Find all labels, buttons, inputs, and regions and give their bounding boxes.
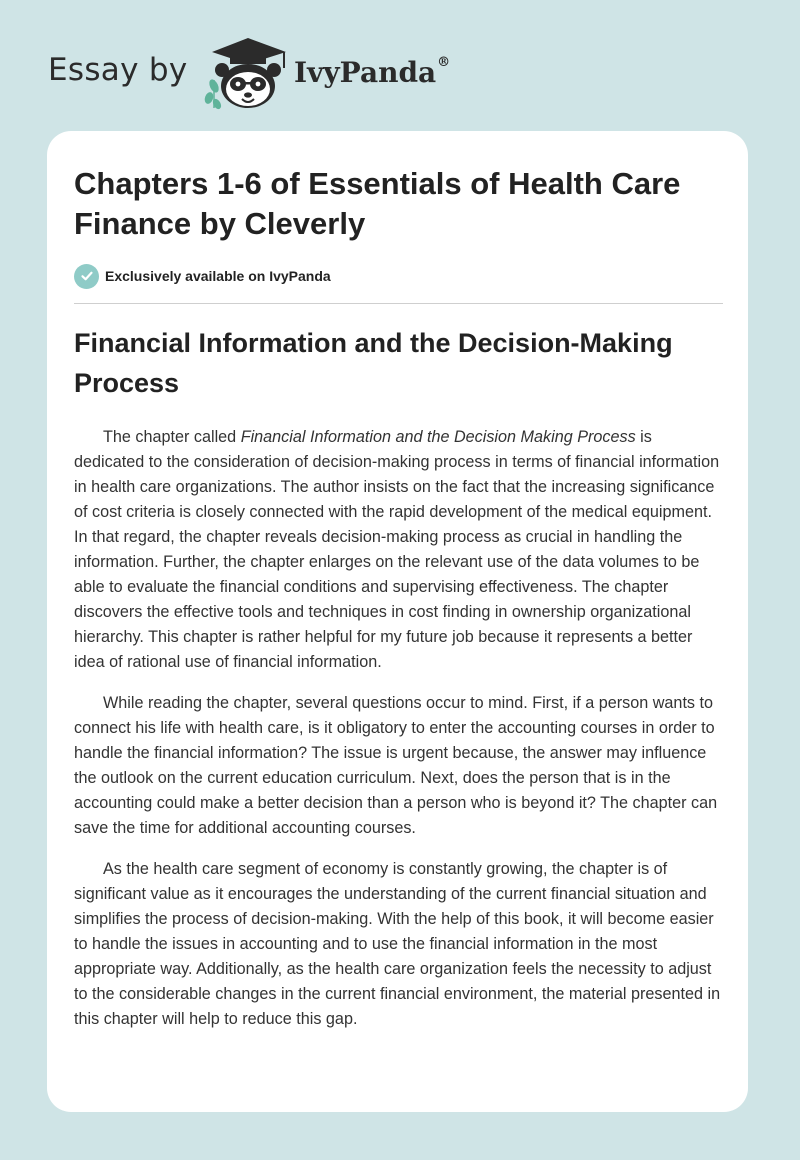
panda-graduate-icon: [200, 34, 292, 110]
paragraph-3: As the health care segment of economy is constantly growing, the chapter is of significant value as it encourages the understanding of the current financial situation and simplifies the process of decision-making. With the help of this book, it will become easier to handle the issues in accounting and to use the financial information in the most appropriate way. Additionally, as the health care organization feels the necessity to adjust to the considerable changes in the current financial environment, the material presented in this chapter will help to reduce this gap.: [74, 860, 721, 1028]
essay-card: [47, 131, 748, 1112]
page-title: Chapters 1-6 of Essentials of Health Care Finance by Cleverly: [74, 166, 681, 241]
badge-label: Exclusively available on IvyPanda: [105, 268, 331, 284]
paragraph-1: The chapter called Financial Information and the Decision Making Process is dedicated to the consideration of decision-making process in terms of financial information in health care organizations. The author insists on the fact that the increasing significance of cost criteria is closely connected with the rapid development of the medical equipment. In that regard, the chapter reveals decision-making process as crucial in handling the information. Further, the chapter enlarges on the relevant use of the data volumes to be able to evaluate the financial conditions and supervising effectiveness. The chapter discovers the effective tools and techniques in cost finding in ownership organizational hierarchy. This chapter is rather helpful for my future job because it represents a better idea of rational use of financial information.: [74, 428, 720, 671]
paragraph-2: While reading the chapter, several questions occur to mind. First, if a person wants to connect his life with health care, is it obligatory to enter the accounting courses in order to handle the financial information? The issue is urgent because, the answer may influence the outlook on the current education curriculum. Next, does the person that is in the accounting could make a better decision than a person who is beyond it? The chapter can save the time for additional accounting courses.: [74, 694, 718, 837]
brand-name: IvyPanda®: [294, 54, 451, 89]
check-circle-icon: [74, 264, 99, 289]
section-heading: Financial Information and the Decision-Making Process: [74, 328, 673, 398]
essay-body: [74, 425, 726, 1048]
divider: [74, 303, 723, 304]
exclusive-badge: [74, 263, 331, 289]
chapter-title-italic: Financial Information and the Decision Making Process: [240, 428, 636, 446]
essay-by-label: Essay by: [48, 52, 188, 88]
site-header: [0, 0, 800, 120]
